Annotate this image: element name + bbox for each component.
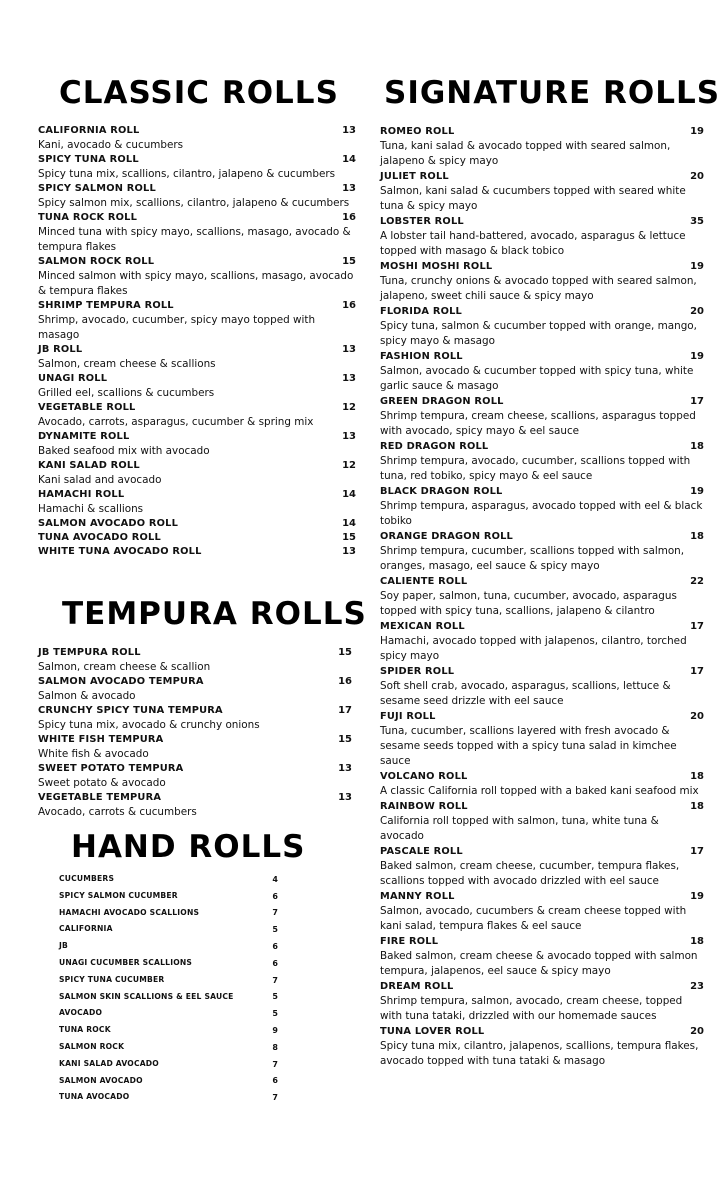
menu-item bbox=[380, 709, 704, 769]
menu-item-description: Minced salmon with spicy mayo, scallions, masago, avocado & tempura flakes bbox=[38, 270, 354, 297]
menu-item bbox=[38, 791, 352, 820]
menu-item-description: Tuna, cucumber, scallions layered with fresh avocado & sesame seeds topped with a spicy tuna salad in kimchee sauce bbox=[380, 725, 677, 767]
menu-item-name: SALMON AVOCADO bbox=[59, 1075, 143, 1085]
menu-item-description: Avocado, carrots & cucumbers bbox=[38, 806, 197, 818]
menu-item-description: Spicy tuna mix, scallions, cilantro, jalapeno & cucumbers bbox=[38, 168, 336, 180]
menu-item bbox=[59, 888, 278, 905]
menu-item-name: SALMON ROCK bbox=[59, 1041, 125, 1051]
menu-item-description: Baked salmon, cream cheese & avocado topped with salmon tempura, jalapenos, eel sauce & spicy mayo bbox=[380, 950, 698, 977]
menu-item bbox=[380, 619, 704, 664]
menu-item-header bbox=[38, 372, 356, 386]
menu-item-header bbox=[380, 169, 704, 184]
menu-item-description: Soft shell crab, avocado, asparagus, scallions, lettuce & sesame seed drizzle with eel sauce bbox=[380, 680, 671, 707]
menu-item-price: 17 bbox=[690, 846, 704, 857]
menu-item-description: Grilled eel, scallions & cucumbers bbox=[38, 387, 215, 399]
menu-item-name: WHITE TUNA AVOCADO ROLL bbox=[38, 546, 202, 557]
menu-item bbox=[380, 889, 704, 934]
menu-item bbox=[38, 517, 356, 531]
menu-item-name: UNAGI CUCUMBER SCALLIONS bbox=[59, 957, 193, 967]
menu-item-header bbox=[59, 1056, 278, 1073]
menu-item bbox=[38, 704, 352, 733]
menu-item-name: FASHION ROLL bbox=[380, 351, 463, 362]
menu-item bbox=[38, 124, 356, 153]
menu-item-header bbox=[38, 791, 352, 805]
menu-item bbox=[38, 459, 356, 488]
menu-item-description: Minced tuna with spicy mayo, scallions, masago, avocado & tempura flakes bbox=[38, 226, 351, 253]
signature-rolls-title: SIGNATURE ROLLS bbox=[384, 75, 721, 111]
menu-item-name: MANNY ROLL bbox=[380, 891, 455, 902]
menu-item-description: Shrimp tempura, cucumber, scallions topped with salmon, oranges, masago, eel sauce & spicy mayo bbox=[380, 545, 685, 572]
menu-item-name: SPIDER ROLL bbox=[380, 666, 455, 677]
menu-item-name: RED DRAGON ROLL bbox=[380, 441, 489, 452]
menu-item-header bbox=[380, 484, 704, 499]
menu-item-name: KANI SALAD AVOCADO bbox=[59, 1058, 159, 1068]
menu-item-name: FIRE ROLL bbox=[380, 936, 439, 947]
menu-item-price: 17 bbox=[690, 396, 704, 407]
menu-item-name: ROMEO ROLL bbox=[380, 126, 455, 137]
tempura-rolls-list bbox=[38, 646, 352, 820]
menu-item-description: Tuna, crunchy onions & avocado topped with seared salmon, jalapeno, sweet chili sauce & spicy mayo bbox=[380, 275, 697, 302]
menu-item-header bbox=[380, 574, 704, 589]
menu-item-header bbox=[59, 972, 278, 989]
menu-item-header bbox=[38, 488, 356, 502]
menu-item bbox=[38, 372, 356, 401]
menu-item bbox=[380, 214, 704, 259]
menu-item-price: 7 bbox=[272, 975, 278, 985]
menu-item-description: Salmon, cream cheese & scallions bbox=[38, 358, 216, 370]
menu-item-price: 19 bbox=[690, 891, 704, 902]
menu-item bbox=[38, 762, 352, 791]
menu-item bbox=[38, 646, 352, 675]
menu-item bbox=[38, 299, 356, 343]
menu-item-name: CALIFORNIA bbox=[59, 924, 113, 934]
menu-item bbox=[59, 989, 278, 1006]
menu-item-header bbox=[38, 430, 356, 444]
menu-item-header bbox=[59, 989, 278, 1006]
hand-rolls-title: HAND ROLLS bbox=[71, 829, 306, 865]
menu-item-name: TUNA ROCK ROLL bbox=[38, 212, 138, 223]
menu-item-name: SALMON SKIN SCALLIONS & EEL SAUCE bbox=[59, 991, 234, 1001]
menu-item-header bbox=[380, 934, 704, 949]
menu-item-description: Salmon, kani salad & cucumbers topped with seared white tuna & spicy mayo bbox=[380, 185, 686, 212]
menu-item bbox=[380, 934, 704, 979]
menu-item bbox=[59, 972, 278, 989]
menu-item-name: WHITE FISH TEMPURA bbox=[38, 734, 164, 745]
menu-item-header bbox=[59, 1022, 278, 1039]
menu-item-header bbox=[380, 529, 704, 544]
menu-item-price: 19 bbox=[690, 351, 704, 362]
menu-item-price: 6 bbox=[272, 1076, 278, 1086]
menu-item-header bbox=[38, 646, 352, 660]
menu-item-header bbox=[38, 211, 356, 225]
menu-item bbox=[380, 574, 704, 619]
menu-item-description: Sweet potato & avocado bbox=[38, 777, 166, 789]
menu-item-name: JULIET ROLL bbox=[380, 171, 449, 182]
menu-item-price: 17 bbox=[338, 705, 352, 716]
menu-item-description: Tuna, kani salad & avocado topped with seared salmon, jalapeno & spicy mayo bbox=[380, 140, 671, 167]
menu-item bbox=[38, 488, 356, 517]
menu-item-header bbox=[380, 844, 704, 859]
menu-item bbox=[380, 844, 704, 889]
menu-item-description: Salmon, cream cheese & scallion bbox=[38, 661, 211, 673]
menu-item bbox=[38, 182, 356, 211]
menu-item bbox=[59, 921, 278, 938]
menu-item-description: Kani salad and avocado bbox=[38, 474, 162, 486]
menu-item bbox=[59, 1022, 278, 1039]
menu-item-price: 18 bbox=[690, 441, 704, 452]
menu-item-price: 14 bbox=[342, 489, 356, 500]
menu-item-header bbox=[38, 255, 356, 269]
menu-item-description: Avocado, carrots, asparagus, cucumber & spring mix bbox=[38, 416, 314, 428]
menu-item-header bbox=[59, 888, 278, 905]
menu-item-description: Spicy tuna mix, avocado & crunchy onions bbox=[38, 719, 260, 731]
menu-item-description: Spicy salmon mix, scallions, cilantro, jalapeno & cucumbers bbox=[38, 197, 350, 209]
menu-item-description: Hamachi, avocado topped with jalapenos, cilantro, torched spicy mayo bbox=[380, 635, 687, 662]
menu-item-header bbox=[380, 214, 704, 229]
menu-item-header bbox=[38, 124, 356, 138]
menu-item bbox=[38, 545, 356, 559]
menu-item bbox=[380, 349, 704, 394]
menu-item-header bbox=[380, 304, 704, 319]
menu-item bbox=[380, 529, 704, 574]
menu-item bbox=[380, 979, 704, 1024]
menu-item-price: 23 bbox=[690, 981, 704, 992]
menu-item-header bbox=[59, 1089, 278, 1106]
menu-item-description: Shrimp tempura, avocado, cucumber, scallions topped with tuna, red tobiko, spicy mayo & eel sauce bbox=[380, 455, 691, 482]
menu-item-name: DREAM ROLL bbox=[380, 981, 454, 992]
menu-item-description: Shrimp tempura, salmon, avocado, cream cheese, topped with tuna tataki, drizzled with our homemade sauces bbox=[380, 995, 683, 1022]
hand-rolls-list bbox=[59, 871, 278, 1106]
menu-item-description: California roll topped with salmon, tuna, white tuna & avocado bbox=[380, 815, 659, 842]
menu-item-name: SPICY TUNA CUCUMBER bbox=[59, 974, 165, 984]
menu-item-price: 13 bbox=[342, 125, 356, 136]
menu-item-name: SALMON ROCK ROLL bbox=[38, 256, 155, 267]
menu-item-price: 13 bbox=[342, 183, 356, 194]
menu-item-price: 19 bbox=[690, 261, 704, 272]
menu-item-header bbox=[59, 1005, 278, 1022]
menu-item-name: TUNA AVOCADO ROLL bbox=[38, 532, 161, 543]
menu-item-name: CUCUMBERS bbox=[59, 874, 115, 883]
menu-item bbox=[59, 871, 278, 888]
menu-item-name: TUNA LOVER ROLL bbox=[380, 1026, 485, 1037]
menu-item-header bbox=[38, 762, 352, 776]
menu-item bbox=[59, 1056, 278, 1073]
menu-item-description: Shrimp tempura, cream cheese, scallions, asparagus topped with avocado, spicy mayo & eel sauce bbox=[380, 410, 696, 437]
menu-item-price: 19 bbox=[690, 126, 704, 137]
menu-item-price: 18 bbox=[690, 531, 704, 542]
menu-item-price: 16 bbox=[338, 676, 352, 687]
menu-item-name: JB ROLL bbox=[38, 344, 83, 355]
menu-item bbox=[59, 955, 278, 972]
menu-item-name: VEGETABLE ROLL bbox=[38, 402, 136, 413]
menu-item-price: 6 bbox=[272, 958, 278, 968]
menu-item-price: 13 bbox=[338, 763, 352, 774]
menu-item-name: JB bbox=[59, 941, 69, 951]
menu-item-name: DYNAMITE ROLL bbox=[38, 431, 130, 442]
menu-item-price: 13 bbox=[342, 431, 356, 442]
menu-item-header bbox=[380, 619, 704, 634]
menu-item-header bbox=[380, 124, 704, 139]
menu-item-price: 13 bbox=[342, 373, 356, 384]
menu-item bbox=[380, 769, 704, 799]
menu-item-price: 18 bbox=[690, 936, 704, 947]
signature-rolls-list bbox=[380, 124, 704, 1069]
menu-item-price: 6 bbox=[272, 942, 278, 952]
menu-item-header bbox=[380, 709, 704, 724]
menu-item-name: TUNA ROCK bbox=[59, 1025, 111, 1035]
menu-item-price: 18 bbox=[690, 801, 704, 812]
menu-item bbox=[38, 733, 352, 762]
menu-item-header bbox=[380, 1024, 704, 1039]
menu-item-name: HAMACHI AVOCADO SCALLIONS bbox=[59, 907, 200, 917]
menu-item-price: 5 bbox=[272, 992, 278, 1002]
menu-item-name: MOSHI MOSHI ROLL bbox=[380, 261, 493, 272]
menu-item-header bbox=[38, 531, 356, 545]
menu-item bbox=[59, 1039, 278, 1056]
menu-item-description: Salmon, avocado, cucumbers & cream cheese topped with kani salad, tempura flakes & eel sauce bbox=[380, 905, 687, 932]
menu-item bbox=[38, 153, 356, 182]
menu-item-price: 35 bbox=[690, 216, 704, 227]
menu-item bbox=[59, 1073, 278, 1090]
menu-item-name: ORANGE DRAGON ROLL bbox=[380, 531, 513, 542]
menu-item-name: UNAGI ROLL bbox=[38, 373, 108, 384]
menu-item bbox=[380, 394, 704, 439]
menu-item bbox=[380, 304, 704, 349]
menu-item-name: TUNA AVOCADO bbox=[59, 1092, 130, 1102]
menu-item-name: CALIFORNIA ROLL bbox=[38, 125, 140, 136]
menu-item bbox=[38, 255, 356, 299]
menu-item bbox=[380, 1024, 704, 1069]
menu-item-price: 5 bbox=[272, 1009, 278, 1019]
menu-item-name: FUJI ROLL bbox=[380, 711, 436, 722]
menu-item-price: 16 bbox=[342, 212, 356, 223]
menu-item-header bbox=[380, 664, 704, 679]
menu-item-price: 6 bbox=[272, 891, 278, 901]
menu-item-header bbox=[59, 1073, 278, 1090]
menu-item-name: BLACK DRAGON ROLL bbox=[380, 486, 503, 497]
menu-item-description: Soy paper, salmon, tuna, cucumber, avocado, asparagus topped with spicy tuna, scallions, jalapeno & cilantro bbox=[380, 590, 677, 617]
menu-item-header bbox=[38, 517, 356, 531]
menu-item-name: JB TEMPURA ROLL bbox=[38, 647, 141, 658]
menu-item bbox=[380, 439, 704, 484]
menu-item-description: Baked salmon, cream cheese, cucumber, tempura flakes, scallions topped with avocado drizzled with eel sauce bbox=[380, 860, 680, 887]
menu-item-name: FLORIDA ROLL bbox=[380, 306, 462, 317]
menu-item-name: SPICY SALMON ROLL bbox=[38, 183, 156, 194]
menu-item-price: 7 bbox=[272, 1093, 278, 1103]
menu-item-name: SHRIMP TEMPURA ROLL bbox=[38, 300, 174, 311]
menu-item-header bbox=[38, 733, 352, 747]
menu-item-price: 8 bbox=[272, 1042, 278, 1052]
menu-item-header bbox=[380, 979, 704, 994]
menu-item-price: 4 bbox=[272, 874, 278, 884]
menu-item bbox=[380, 484, 704, 529]
menu-item-header bbox=[59, 921, 278, 938]
menu-item-price: 20 bbox=[690, 711, 704, 722]
menu-item-header bbox=[380, 439, 704, 454]
menu-item-header bbox=[59, 1039, 278, 1056]
menu-item-name: KANI SALAD ROLL bbox=[38, 460, 140, 471]
menu-item-header bbox=[59, 955, 278, 972]
menu-item-price: 14 bbox=[342, 154, 356, 165]
menu-item bbox=[380, 799, 704, 844]
menu-item-price: 12 bbox=[342, 402, 356, 413]
menu-item-name: CALIENTE ROLL bbox=[380, 576, 468, 587]
menu-item-header bbox=[59, 905, 278, 922]
menu-item-name: PASCALE ROLL bbox=[380, 846, 463, 857]
menu-item-name: VEGETABLE TEMPURA bbox=[38, 792, 162, 803]
menu-item-price: 20 bbox=[690, 171, 704, 182]
menu-item bbox=[59, 905, 278, 922]
classic-rolls-list bbox=[38, 124, 356, 559]
menu-item bbox=[38, 401, 356, 430]
menu-item-header bbox=[38, 545, 356, 559]
menu-item-price: 13 bbox=[338, 792, 352, 803]
menu-item-header bbox=[59, 938, 278, 955]
menu-item bbox=[380, 124, 704, 169]
menu-item-name: SALMON AVOCADO TEMPURA bbox=[38, 676, 204, 687]
menu-item-header bbox=[380, 349, 704, 364]
menu-item bbox=[59, 1005, 278, 1022]
menu-item-price: 18 bbox=[690, 771, 704, 782]
menu-item bbox=[38, 675, 352, 704]
menu-item-price: 15 bbox=[338, 734, 352, 745]
menu-item-description: Kani, avocado & cucumbers bbox=[38, 139, 184, 151]
tempura-rolls-title: TEMPURA ROLLS bbox=[62, 596, 367, 632]
menu-item-description: Salmon, avocado & cucumber topped with spicy tuna, white garlic sauce & masago bbox=[380, 365, 694, 392]
menu-item-name: LOBSTER ROLL bbox=[380, 216, 464, 227]
menu-item-price: 19 bbox=[690, 486, 704, 497]
menu-item-name: GREEN DRAGON ROLL bbox=[380, 396, 504, 407]
menu-item-price: 15 bbox=[342, 256, 356, 267]
menu-item-header bbox=[380, 769, 704, 784]
classic-rolls-title: CLASSIC ROLLS bbox=[59, 75, 339, 111]
menu-item-price: 9 bbox=[272, 1026, 278, 1036]
menu-item bbox=[380, 664, 704, 709]
menu-item-description: Salmon & avocado bbox=[38, 690, 136, 702]
menu-item-price: 16 bbox=[342, 300, 356, 311]
menu-item-header bbox=[38, 401, 356, 415]
menu-item-price: 15 bbox=[342, 532, 356, 543]
menu-item-price: 22 bbox=[690, 576, 704, 587]
menu-item-price: 17 bbox=[690, 621, 704, 632]
menu-item-name: CRUNCHY SPICY TUNA TEMPURA bbox=[38, 705, 223, 716]
menu-item-price: 7 bbox=[272, 908, 278, 918]
menu-item-header bbox=[38, 343, 356, 357]
menu-item-name: AVOCADO bbox=[59, 1008, 103, 1018]
menu-item-header bbox=[59, 871, 278, 888]
menu-item-price: 17 bbox=[690, 666, 704, 677]
menu-item-header bbox=[380, 259, 704, 274]
menu-item-description: A classic California roll topped with a baked kani seafood mix bbox=[380, 785, 699, 797]
menu-item-description: Shrimp tempura, asparagus, avocado topped with eel & black tobiko bbox=[380, 500, 703, 527]
menu-item-name: SWEET POTATO TEMPURA bbox=[38, 763, 184, 774]
menu-item-name: MEXICAN ROLL bbox=[380, 621, 465, 632]
menu-item-price: 20 bbox=[690, 306, 704, 317]
menu-item-name: HAMACHI ROLL bbox=[38, 489, 125, 500]
menu-item bbox=[380, 169, 704, 214]
menu-item-name: SPICY SALMON CUCUMBER bbox=[59, 890, 178, 900]
menu-item-price: 15 bbox=[338, 647, 352, 658]
menu-item-price: 20 bbox=[690, 1026, 704, 1037]
menu-item-price: 14 bbox=[342, 518, 356, 529]
menu-item-name: RAINBOW ROLL bbox=[380, 801, 468, 812]
menu-item-name: SALMON AVOCADO ROLL bbox=[38, 518, 179, 529]
menu-item-name: VOLCANO ROLL bbox=[380, 771, 468, 782]
menu-item bbox=[38, 430, 356, 459]
menu-item-description: A lobster tail hand-battered, avocado, asparagus & lettuce topped with masago & black tobico bbox=[380, 230, 686, 257]
menu-item-header bbox=[38, 704, 352, 718]
menu-item-header bbox=[38, 675, 352, 689]
menu-item-header bbox=[38, 182, 356, 196]
menu-item-header bbox=[38, 299, 356, 313]
menu-item-price: 5 bbox=[272, 925, 278, 935]
menu-item bbox=[38, 211, 356, 255]
menu-item-description: White fish & avocado bbox=[38, 748, 149, 760]
menu-item bbox=[59, 938, 278, 955]
menu-item-header bbox=[38, 459, 356, 473]
menu-item-description: Spicy tuna mix, cilantro, jalapenos, scallions, tempura flakes, avocado topped with tuna tataki & masago bbox=[380, 1040, 699, 1067]
menu-item-header bbox=[380, 394, 704, 409]
menu-item bbox=[38, 343, 356, 372]
menu-item-price: 7 bbox=[272, 1059, 278, 1069]
menu-item-description: Spicy tuna, salmon & cucumber topped with orange, mango, spicy mayo & masago bbox=[380, 320, 697, 347]
menu-item-description: Baked seafood mix with avocado bbox=[38, 445, 210, 457]
menu-item-header bbox=[38, 153, 356, 167]
menu-item bbox=[380, 259, 704, 304]
menu-item-price: 12 bbox=[342, 460, 356, 471]
menu-item-description: Shrimp, avocado, cucumber, spicy mayo topped with masago bbox=[38, 314, 316, 341]
menu-item-name: SPICY TUNA ROLL bbox=[38, 154, 139, 165]
menu-item-header bbox=[380, 799, 704, 814]
menu-item-price: 13 bbox=[342, 546, 356, 557]
menu-item bbox=[59, 1089, 278, 1106]
menu-item-price: 13 bbox=[342, 344, 356, 355]
menu-item-header bbox=[380, 889, 704, 904]
menu-item bbox=[38, 531, 356, 545]
menu-item-description: Hamachi & scallions bbox=[38, 503, 144, 515]
